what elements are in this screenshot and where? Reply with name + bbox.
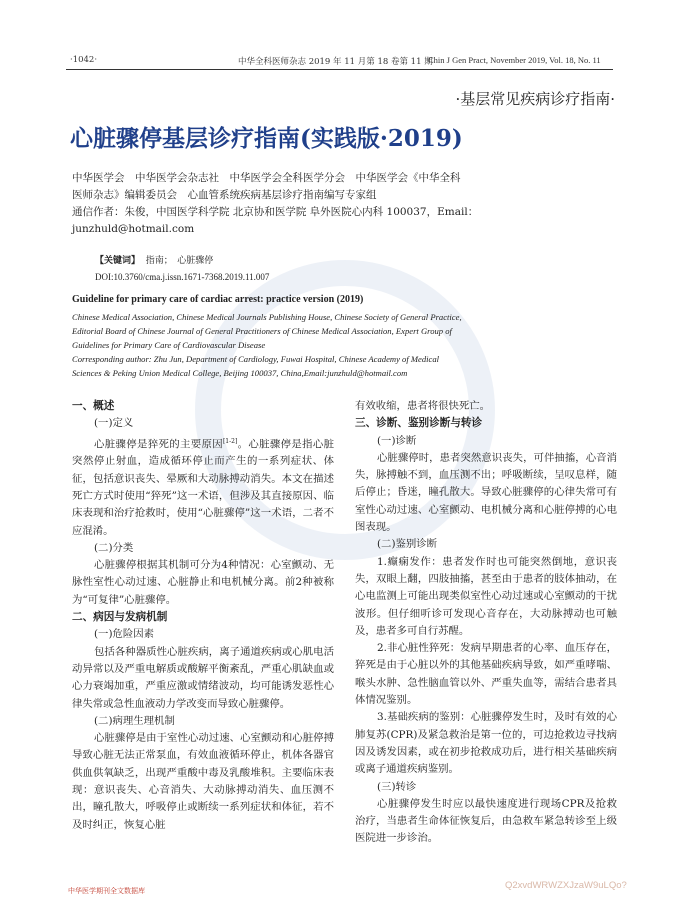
paragraph-diagnosis: 心脏骤停时，患者突然意识丧失，可伴抽搐，心音消失，脉搏触不到，血压测不出；呼吸断续，呈叹息样，随后停止；昏迷，瞳孔散大。导致心脏骤停的心律失常可有室性心动过速、心室颤动、电机械分离和心脏停搏的心电图表现。 bbox=[355, 451, 617, 534]
paragraph-classification: 心脏骤停根据其机制可分为4种情况：心室颤动、无脉性室性心动过速、心脏静止和电机械分离。前2种被称为“可复律”心脏骤停。 bbox=[72, 559, 334, 606]
english-line: Corresponding author: Zhu Jun, Department of Cardiology, Fuwai Hospital, Chinese Academy of Medical bbox=[72, 354, 440, 364]
heading-differential: (二)鉴别诊断 bbox=[377, 538, 438, 551]
authors-block bbox=[72, 170, 617, 238]
header-rule bbox=[66, 69, 613, 70]
paragraph-risk-factors: 包括各种器质性心脏疾病，离子通道疾病或心肌电活动异常以及严重电解质或酸解平衡紊乱，严重心肌缺血或心力衰竭加重，严重应激或情绪波动，均可能诱发恶性心律失常或急性血液动力学改变而导致心脏骤停。 bbox=[72, 645, 334, 710]
keywords-label: 【关键词】 bbox=[95, 256, 141, 266]
paragraph-epilepsy: 1.癫痫发作：患者发作时也可能突然倒地，意识丧失，双眼上翻，四肢抽搐，甚至由于患者的肢体抽动，在心电监测上可能出现类似室性心动过速或心室颤动的干扰波形。但仔细听诊可发现心音存在，大动脉搏动也可触及，患者多可自行苏醒。 bbox=[355, 555, 617, 637]
heading-classification: (二)分类 bbox=[94, 541, 134, 554]
section-label: ·基层常见疾病诊疗指南· bbox=[455, 90, 615, 108]
left-column bbox=[72, 398, 334, 834]
keywords-values: 指南； 心脏骤停 bbox=[145, 256, 214, 266]
corresponding-author: 通信作者：朱俊，中国医学科学院 北京协和医学院 阜外医院心内科 100037，Email： bbox=[72, 206, 479, 218]
english-line: Sciences & Peking Union Medical College, Beijing 100037, China,Email:junzhuld@hotmail.com bbox=[72, 368, 408, 378]
heading-referral: (三)转诊 bbox=[377, 780, 417, 793]
heading-overview: 一、概述 bbox=[72, 400, 115, 412]
english-authors bbox=[72, 310, 617, 380]
paragraph-noncardiac: 2.非心脏性猝死：发病早期患者的心率、血压存在，猝死是由于心脏以外的其他基础疾病导致，如严重哮喘、喉头水肿、急性脑血管以外、严重失血等，需结合患者具体情况鉴别。 bbox=[355, 642, 617, 707]
page-number: ·1042· bbox=[70, 55, 98, 65]
footer-logo: 中华医学期刊全文数据库 bbox=[68, 887, 145, 895]
reference-mark: [1-2] bbox=[222, 437, 238, 445]
heading-risk-factors: (一)危险因素 bbox=[94, 628, 155, 641]
heading-etiology: 二、病因与发病机制 bbox=[72, 611, 168, 624]
keywords-block bbox=[95, 253, 269, 285]
heading-diagnosis: 三、诊断、鉴别诊断与转诊 bbox=[355, 417, 483, 430]
paragraph-definition: 心脏骤停是猝死的主要原因[1-2]。心脏骤停是指心脏突然停止射血，造成循环停止而产生的一系列症状、体征，包括意识丧失、晕厥和大动脉搏动消失。本文在描述死亡方式时使用“猝死”这一术语，但涉及其直接原因、临床表现和治疗抢救时，使用“心脏骤停”这一术语，二者不应混淆。 bbox=[72, 437, 335, 537]
footer-code: Q2xvdWRWZXJzaW9uLQo? bbox=[505, 880, 627, 891]
authors-line: 医师杂志》编辑委员会 心血管系统疾病基层诊疗指南编写专家组 bbox=[72, 189, 377, 201]
authors-line: 中华医学会 中华医学会杂志社 中华医学会全科医学分会 中华医学会《中华全科 bbox=[72, 172, 461, 184]
english-line: Chinese Medical Association, Chinese Medical Journals Publishing House, Chinese Society of General Practice, bbox=[72, 312, 462, 322]
author-email: junzhuld@hotmail.com bbox=[72, 223, 195, 235]
english-title: Guideline for primary care of cardiac arrest: practice version (2019) bbox=[72, 294, 364, 305]
journal-header-cn: 中华全科医师杂志 2019 年 11 月第 18 卷第 11 期 bbox=[238, 57, 433, 67]
paragraph-underlying: 3.基础疾病的鉴别：心脏骤停发生时，及时有效的心肺复苏(CPR)及紧急救治是第一位的，可边抢救边寻找病因及诱发因素，或在初步抢救成功后，进行相关基础疾病或离子通道疾病鉴别。 bbox=[355, 711, 617, 776]
paragraph-continued: 有效收缩，患者将很快死亡。 bbox=[355, 400, 491, 412]
english-line: Guidelines for Primary Care of Cardiovascular Disease bbox=[72, 340, 266, 350]
journal-header-en: Chin J Gen Pract, November 2019, Vol. 18, No. 11 bbox=[428, 55, 601, 65]
page-title: 心脏骤停基层诊疗指南(实践版·2019) bbox=[70, 125, 463, 152]
right-column bbox=[355, 398, 617, 848]
paragraph-referral: 心脏骤停发生时应以最快速度进行现场CPR及抢救治疗，当患者生命体征恢复后，由急救车紧急转诊至上级医院进一步诊治。 bbox=[355, 797, 617, 845]
paragraph-pathophysiology: 心脏骤停是由于室性心动过速、心室颤动和心脏停搏导致心脏无法正常泵血，有效血液循环停止，机体各器官供血供氧缺乏，出现严重酸中毒及乳酸堆积。主要临床表现：意识丧失、心音消失、大动脉搏动消失、血压测不出，瞳孔散大，呼吸停止或断续一系列症状和体征，若不及时纠正，恢复心脏 bbox=[72, 732, 334, 831]
heading-definition: (一)定义 bbox=[94, 417, 134, 430]
doi: DOI:10.3760/cma.j.issn.1671-7368.2019.11.007 bbox=[95, 272, 270, 282]
heading-diagnosis-sub: (一)诊断 bbox=[377, 434, 417, 447]
english-line: Editorial Board of Chinese Journal of General Practitioners of Chinese Medical Association, Expert Group of bbox=[72, 326, 452, 336]
heading-pathophysiology: (二)病理生理机制 bbox=[94, 714, 175, 727]
